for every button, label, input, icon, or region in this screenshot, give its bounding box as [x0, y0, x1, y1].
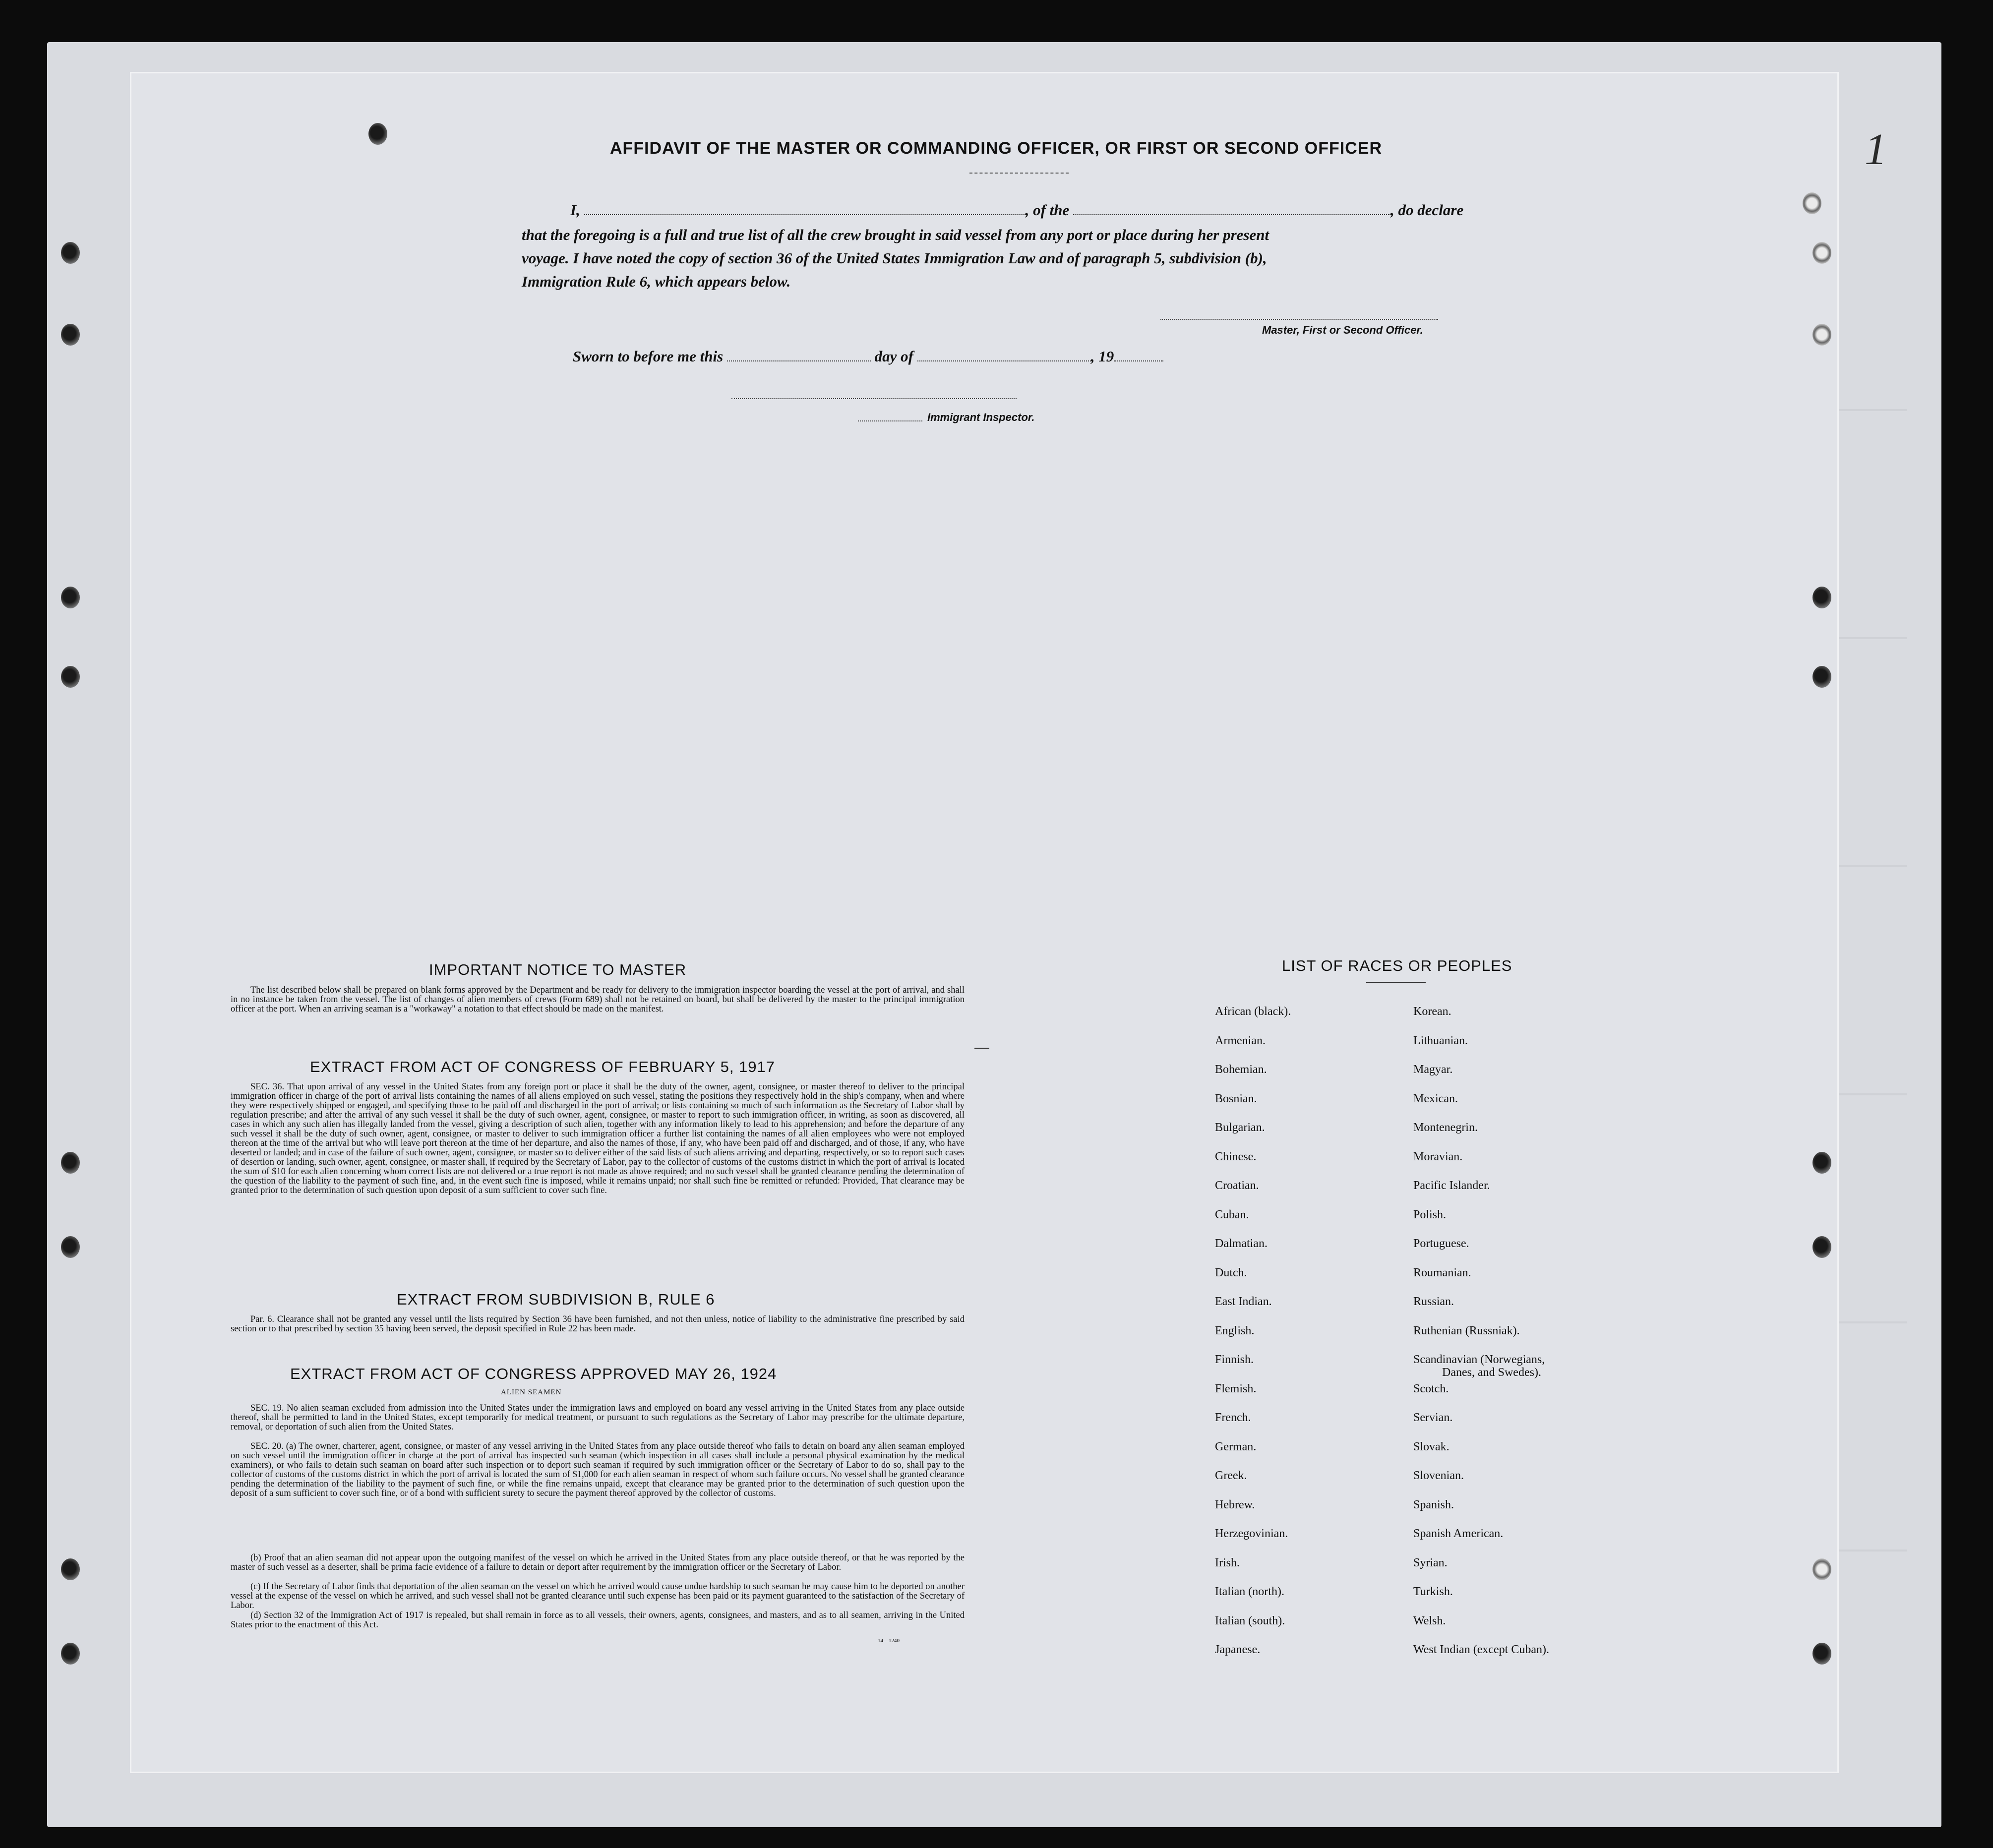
affidavit-declaration-line: [570, 201, 1463, 219]
affidavit-of-the-text: , of the: [1025, 201, 1070, 219]
affidavit-text-line-4: Immigration Rule 6, which appears below.: [522, 273, 791, 290]
sworn-line: [573, 348, 1163, 365]
race-item: Spanish.: [1413, 1498, 1454, 1511]
race-item: Greek.: [1215, 1469, 1247, 1482]
notice-rule: [974, 1048, 989, 1049]
punch-hole: [61, 587, 80, 608]
race-item: Syrian.: [1413, 1556, 1448, 1569]
race-item: Servian.: [1413, 1411, 1453, 1424]
extract-rule6-heading: EXTRACT FROM SUBDIVISION B, RULE 6: [397, 1291, 715, 1308]
punch-hole: [1812, 587, 1831, 608]
vessel-blank[interactable]: [1073, 210, 1390, 215]
race-item: Spanish American.: [1413, 1527, 1504, 1540]
race-item: Hebrew.: [1215, 1498, 1255, 1511]
race-item: Turkish.: [1413, 1585, 1453, 1598]
race-item: Lithuanian.: [1413, 1034, 1468, 1047]
extract-1917-heading: EXTRACT FROM ACT OF CONGRESS OF FEBRUARY 5, 1917: [310, 1058, 776, 1075]
manifest-reverse-page: [131, 73, 1837, 1772]
race-item: Mexican.: [1413, 1092, 1458, 1105]
race-item: Chinese.: [1215, 1150, 1257, 1163]
races-rule: [1366, 982, 1426, 983]
sec20a-text: SEC. 20. (a) The owner, charterer, agent, consignee, or master of any vessel arriving in the United States from any place outside thereof who fails to detain on board any alien seaman employed on such vessel until the immigration officer in charge at the port of arrival has inspected such seaman (which inspection in all cases shall include a personal physical examination by the medical examiners), or who fails to detain such seaman on board after such inspection or to deport such seaman if required by such immigration officer or the Secretary of Labor to do so, shall pay to the collector of customs of the customs district in which the port of arrival is located the sum of $1,000 for each alien seaman in respect of whom such failure occurs. No vessel shall be granted clearance pending the determination of the liability to the payment of such fine, or while the fine remains unpaid, except that clearance may be granted prior to the determination of such question upon the deposit of a sum sufficient to cover such fine, or of a bond with sufficient surety to secure the payment thereof approved by the collector of customs.: [231, 1441, 965, 1498]
sworn-year-blank[interactable]: [1114, 357, 1163, 361]
title-rule: [969, 173, 1069, 174]
race-item: Italian (north).: [1215, 1585, 1284, 1598]
punch-hole: [61, 1643, 80, 1665]
punch-hole: [368, 123, 387, 145]
race-item: Scotch.: [1413, 1382, 1449, 1395]
affidavit-text-line-2: that the foregoing is a full and true list of all the crew brought in said vessel from any port or place during her present: [522, 226, 1269, 243]
inspector-signature-short-line: [858, 420, 922, 421]
punch-hole: [1812, 1236, 1831, 1258]
inspector-signature-line[interactable]: [731, 398, 1017, 399]
punch-hole: [1812, 666, 1831, 688]
race-item: Slovak.: [1413, 1440, 1449, 1453]
races-heading: LIST OF RACES OR PEOPLES: [1282, 957, 1512, 974]
race-item: Pacific Islander.: [1413, 1179, 1490, 1192]
affidavit-i-text: I,: [570, 201, 580, 219]
race-item: Russian.: [1413, 1295, 1454, 1308]
race-item: French.: [1215, 1411, 1251, 1424]
race-item: Polish.: [1413, 1208, 1447, 1221]
race-item: Dutch.: [1215, 1266, 1247, 1279]
sec19-text: SEC. 19. No alien seaman excluded from admission into the United States under the immigration laws and employed on board any vessel arriving in the United States from any place outside thereof, shall be permitted to land in the United States, except temporarily for medical treatment, or pursuant to such regulations as the Secretary of Labor may prescribe for the ultimate departure, removal, or deportation of such alien from the United States.: [231, 1403, 965, 1432]
affidavit-declare-text: , do declare: [1390, 201, 1464, 219]
sec20c-text: (c) If the Secretary of Labor finds that deportation of the alien seaman on the vessel on which he arrived would cause undue hardship to such seaman he may cause him to be deported on another vessel at the expense of the vessel on which he arrived, and such vessel shall not be granted clearance until such expense has been paid or its payment guaranteed to the satisfaction of the Secretary of Labor.: [231, 1582, 965, 1610]
sworn-day-blank[interactable]: [727, 357, 871, 361]
race-item: Armenian.: [1215, 1034, 1266, 1047]
punch-hole: [61, 242, 80, 264]
race-item: Korean.: [1413, 1005, 1451, 1018]
race-item: Flemish.: [1215, 1382, 1257, 1395]
punch-hole: [61, 1152, 80, 1174]
race-item: Scandinavian (Norwegians,: [1413, 1353, 1545, 1366]
race-item: Japanese.: [1215, 1643, 1261, 1656]
race-item-continuation: Danes, and Swedes).: [1442, 1366, 1541, 1379]
master-signature-label: Master, First or Second Officer.: [1262, 324, 1423, 336]
race-item: Herzegovinian.: [1215, 1527, 1288, 1540]
race-item: Moravian.: [1413, 1150, 1463, 1163]
inspector-signature-label: Immigrant Inspector.: [927, 411, 1035, 423]
punch-hole: [1812, 1558, 1831, 1580]
sec20d-text: (d) Section 32 of the Immigration Act of 1917 is repealed, but shall remain in force as to all vessels, their owners, agents, consignees, and masters, and as to all seamen, arriving in the United States prior to the enactment of this Act.: [231, 1610, 965, 1630]
race-item: Welsh.: [1413, 1614, 1446, 1627]
sworn-month-blank[interactable]: [917, 357, 1091, 361]
punch-hole: [1812, 1643, 1831, 1665]
master-signature-line[interactable]: [1160, 319, 1438, 320]
punch-hole: [1812, 242, 1831, 264]
race-item: Portuguese.: [1413, 1237, 1469, 1250]
race-item: Magyar.: [1413, 1063, 1453, 1076]
punch-hole: [1812, 1152, 1831, 1174]
name-blank[interactable]: [584, 210, 1026, 215]
race-item: East Indian.: [1215, 1295, 1272, 1308]
race-item: Montenegrin.: [1413, 1121, 1478, 1134]
race-item: Bulgarian.: [1215, 1121, 1265, 1134]
punch-hole: [1812, 324, 1831, 346]
sec20b-text: (b) Proof that an alien seaman did not appear upon the outgoing manifest of the vessel on which he arrived in the United States from any place outside thereof, or that he was reported by the master of such vessel as a deserter, shall be prima facie evidence of a failure to detain or deport after requirement by the immigration officer or the Secretary of Labor.: [231, 1553, 965, 1572]
race-item: Irish.: [1215, 1556, 1240, 1569]
race-item: Ruthenian (Russniak).: [1413, 1324, 1520, 1337]
race-item: Bohemian.: [1215, 1063, 1267, 1076]
race-item: Roumanian.: [1413, 1266, 1471, 1279]
race-item: Italian (south).: [1215, 1614, 1285, 1627]
important-notice-text: The list described below shall be prepared on blank forms approved by the Department and be ready for delivery to the immigration inspector boarding the vessel at the port of arrival, and shall in no instance be taken from the vessel. The list of changes of alien members of crews (Form 689) shall not be retained on board, but shall be delivered by the master to the principal immigration officer at the port. When an arriving seaman is a "workaway" a notation to that effect should be made on the manifest.: [231, 985, 965, 1014]
punch-hole: [1803, 192, 1821, 214]
race-item: Bosnian.: [1215, 1092, 1257, 1105]
race-item: Finnish.: [1215, 1353, 1254, 1366]
alien-seamen-subheading: ALIEN SEAMEN: [501, 1388, 562, 1396]
race-item: German.: [1215, 1440, 1257, 1453]
corner-number: 1: [1865, 125, 1887, 174]
sworn-day-of: day of: [874, 348, 913, 365]
extract-1917-text: SEC. 36. That upon arrival of any vessel in the United States from any foreign port or place it shall be the duty of the owner, agent, consignee, or master thereof to deliver to the principal immigration officer in charge of the port of arrival lists containing the names of all aliens employed on such vessel, stating the positions they respectively hold in the ship's company, when and where they were respectively shipped or engaged, and specifying those to be paid off and discharged in the port of arrival; or lists containing so much of such information as the Secretary of Labor shall by regulation prescribe; and after the arrival of any such vessel it shall be the duty of such owner, agent, consignee, or master to report to such immigration officer, in writing, as soon as discovered, all cases in which any such alien has illegally landed from the vessel, giving a description of such alien, together with any information likely to lead to his apprehension; and before the departure of any such vessel it shall be the duty of such owner, agent, consignee, or master to deliver to such immigration officer a further list containing the names of all alien employees who were not employed thereon at the time of the arrival but who will leave port thereon at the time of her departure, and also the names of those, if any, who have been paid off and discharged, and of those, if any, who have deserted or landed; and in case of the failure of such owner, agent, consignee, or master so to deliver either of the said lists of such aliens arriving and departing, respectively, or so to report such cases of desertion or landing, such owner, agent, consignee, or master shall, if required by the Secretary of Labor, pay to the collector of customs of the customs district in which the port of arrival is located the sum of $10 for each alien concerning whom correct lists are not delivered or a true report is not made as above required; and no such vessel shall be granted clearance pending the determination of the question of the liability to the payment of such fine, and, in the event such fine is imposed, while it remains unpaid; nor shall such fine be remitted or refunded: Provided, That clearance may be granted prior to the determination of such question upon deposit of a sum sufficient to cover such fine.: [231, 1082, 965, 1195]
punch-hole: [61, 324, 80, 346]
affidavit-text-line-3: voyage. I have noted the copy of section 36 of the United States Immigration Law and of paragraph 5, subdivision (b),: [522, 249, 1267, 267]
punch-hole: [61, 1558, 80, 1580]
race-item: Slovenian.: [1413, 1469, 1464, 1482]
sworn-prefix: Sworn to before me this: [573, 348, 724, 365]
punch-hole: [61, 1236, 80, 1258]
form-number: 14—1240: [878, 1638, 900, 1644]
extract-rule6-text: Par. 6. Clearance shall not be granted any vessel until the lists required by Section 36 have been furnished, and not then unless, notice of liability to the administrative fine prescribed by said section or to that prescribed by section 35 having been served, the deposit specified in Rule 22 has been made.: [231, 1314, 965, 1334]
race-item: African (black).: [1215, 1005, 1291, 1018]
affidavit-title: AFFIDAVIT OF THE MASTER OR COMMANDING OFFICER, OR FIRST OR SECOND OFFICER: [610, 139, 1382, 158]
race-item: Cuban.: [1215, 1208, 1249, 1221]
race-item: Dalmatian.: [1215, 1237, 1268, 1250]
important-notice-heading: IMPORTANT NOTICE TO MASTER: [429, 961, 687, 978]
extract-1924-heading: EXTRACT FROM ACT OF CONGRESS APPROVED MAY 26, 1924: [290, 1365, 777, 1382]
race-item: English.: [1215, 1324, 1255, 1337]
race-item: Croatian.: [1215, 1179, 1259, 1192]
sworn-year-prefix: , 19: [1090, 348, 1114, 365]
punch-hole: [61, 666, 80, 688]
race-item: West Indian (except Cuban).: [1413, 1643, 1549, 1656]
